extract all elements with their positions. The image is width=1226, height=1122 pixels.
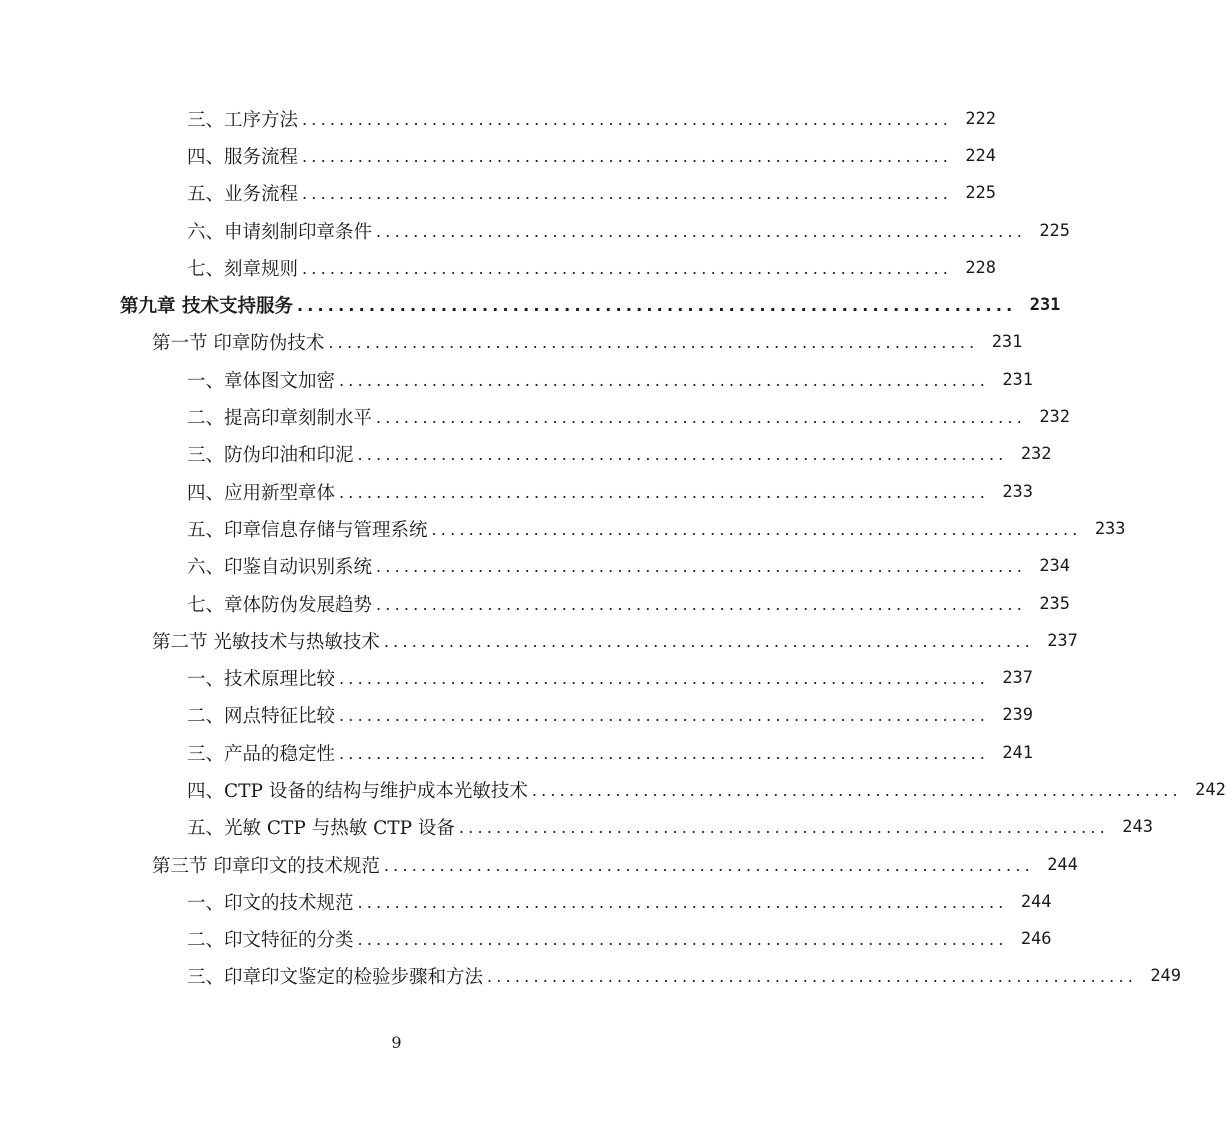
toc-dot-leader: ......................................................................: [357, 445, 1008, 465]
toc-entry-page: 242: [1195, 779, 1226, 800]
toc-dot-leader: ......................................................................: [339, 482, 990, 502]
toc-entry[interactable]: [0, 361, 1034, 398]
toc-dot-leader: ......................................................................: [531, 780, 1182, 800]
toc-entry-page: 231: [1002, 369, 1034, 390]
toc-entry-title: 七、章体防伪发展趋势: [187, 594, 373, 616]
toc-entry[interactable]: [0, 883, 1052, 920]
toc-section-page: 244: [1047, 854, 1078, 875]
toc-section-title: 第三节 印章印文的技术规范: [152, 855, 380, 877]
toc-entry-page: 232: [1039, 407, 1071, 428]
toc-dot-leader: ......................................................................: [383, 855, 1034, 875]
toc-dot-leader: ......................................................................: [328, 333, 979, 353]
toc-entry[interactable]: [0, 510, 1126, 547]
toc-entry[interactable]: [0, 921, 1052, 958]
toc-dot-leader: ......................................................................: [296, 296, 1017, 316]
toc-entry-title: 七、刻章规则: [187, 258, 299, 280]
toc-entry-title: 一、章体图文加密: [187, 370, 336, 392]
toc-chapter-entry[interactable]: [0, 286, 1061, 323]
toc-entry-page: 225: [965, 183, 997, 204]
toc-dot-leader: ......................................................................: [302, 258, 953, 278]
toc-section-page: 237: [1047, 630, 1078, 651]
toc-section-title: 第二节 光敏技术与热敏技术: [152, 631, 380, 653]
toc-entry-page: 232: [1020, 444, 1052, 465]
toc-entry[interactable]: [0, 473, 1034, 510]
toc-entry[interactable]: [0, 436, 1052, 473]
toc-section-page: 231: [991, 332, 1023, 353]
toc-entry-page: 233: [1094, 518, 1126, 539]
toc-entry-title: 三、工序方法: [187, 109, 299, 131]
toc-section-entry[interactable]: [0, 846, 1078, 883]
toc-section-entry[interactable]: [0, 622, 1078, 659]
toc-entry-title: 二、网点特征比较: [187, 706, 336, 728]
toc-dot-leader: ......................................................................: [376, 221, 1027, 241]
toc-entry[interactable]: [0, 697, 1034, 734]
toc-entry-title: 四、应用新型章体: [187, 482, 336, 504]
toc-dot-leader: ......................................................................: [339, 743, 990, 763]
toc-entry-title: 六、申请刻制印章条件: [187, 221, 373, 243]
toc-entry-page: 233: [1002, 481, 1034, 502]
toc-dot-leader: ......................................................................: [339, 669, 990, 689]
toc-entry[interactable]: [0, 548, 1071, 585]
toc-entry-page: 225: [1039, 220, 1071, 241]
page-number: 9: [391, 1033, 402, 1052]
toc-dot-leader: ......................................................................: [357, 930, 1008, 950]
toc-entry-page: 241: [1002, 742, 1034, 763]
toc-dot-leader: ......................................................................: [339, 706, 990, 726]
toc-entry[interactable]: [0, 249, 997, 286]
toc-section-entry[interactable]: [0, 324, 1023, 361]
toc-entry-title: 五、光敏 CTP 与热敏 CTP 设备: [187, 818, 455, 840]
toc-entry[interactable]: [0, 809, 1153, 846]
toc-dot-leader: ......................................................................: [302, 146, 953, 166]
toc-entry[interactable]: [0, 100, 997, 137]
toc-dot-leader: ......................................................................: [339, 370, 990, 390]
toc-entry[interactable]: [0, 212, 1071, 249]
toc-entry[interactable]: [0, 958, 1182, 995]
toc-entry-title: 五、业务流程: [187, 184, 299, 206]
toc-entry[interactable]: [0, 734, 1034, 771]
toc-dot-leader: ......................................................................: [458, 818, 1109, 838]
toc-entry-page: 246: [1020, 929, 1052, 950]
table-of-contents: [0, 100, 1226, 995]
toc-entry-page: 224: [965, 145, 997, 166]
toc-dot-leader: ......................................................................: [487, 967, 1138, 987]
toc-entry-page: 239: [1002, 705, 1034, 726]
toc-entry-page: 237: [1002, 668, 1034, 689]
toc-dot-leader: ......................................................................: [376, 594, 1027, 614]
toc-entry-page: 244: [1020, 891, 1052, 912]
toc-entry-page: 222: [965, 108, 997, 129]
toc-entry-title: 一、技术原理比较: [187, 669, 336, 691]
toc-chapter-page: 231: [1029, 295, 1061, 316]
toc-entry-title: 四、CTP 设备的结构与维护成本光敏技术: [187, 780, 528, 802]
toc-entry-title: 一、印文的技术规范: [187, 892, 354, 914]
toc-entry[interactable]: [0, 659, 1034, 696]
toc-entry-title: 六、印鉴自动识别系统: [187, 557, 373, 579]
toc-entry[interactable]: [0, 585, 1071, 622]
toc-dot-leader: ......................................................................: [376, 557, 1027, 577]
toc-entry-title: 五、印章信息存储与管理系统: [187, 519, 428, 541]
toc-dot-leader: ......................................................................: [376, 408, 1027, 428]
toc-entry-page: 249: [1150, 966, 1182, 987]
toc-dot-leader: ......................................................................: [302, 184, 953, 204]
toc-entry[interactable]: [0, 175, 997, 212]
toc-dot-leader: ......................................................................: [302, 109, 953, 129]
toc-entry[interactable]: [0, 398, 1071, 435]
toc-entry-title: 四、服务流程: [187, 146, 299, 168]
toc-entry-title: 二、提高印章刻制水平: [187, 408, 373, 430]
toc-entry-page: 243: [1122, 817, 1153, 838]
toc-entry[interactable]: [0, 771, 1226, 808]
toc-entry[interactable]: [0, 137, 997, 174]
toc-section-title: 第一节 印章防伪技术: [152, 333, 325, 355]
toc-dot-leader: ......................................................................: [431, 519, 1082, 539]
toc-dot-leader: ......................................................................: [383, 631, 1034, 651]
toc-entry-page: 228: [965, 257, 997, 278]
toc-entry-title: 三、防伪印油和印泥: [187, 445, 354, 467]
toc-entry-page: 234: [1039, 556, 1071, 577]
toc-entry-title: 三、印章印文鉴定的检验步骤和方法: [187, 967, 484, 989]
toc-entry-title: 三、产品的稳定性: [187, 743, 336, 765]
toc-entry-page: 235: [1039, 593, 1071, 614]
toc-dot-leader: ......................................................................: [357, 892, 1008, 912]
toc-chapter-title: 第九章 技术支持服务: [120, 296, 293, 318]
toc-entry-title: 二、印文特征的分类: [187, 930, 354, 952]
